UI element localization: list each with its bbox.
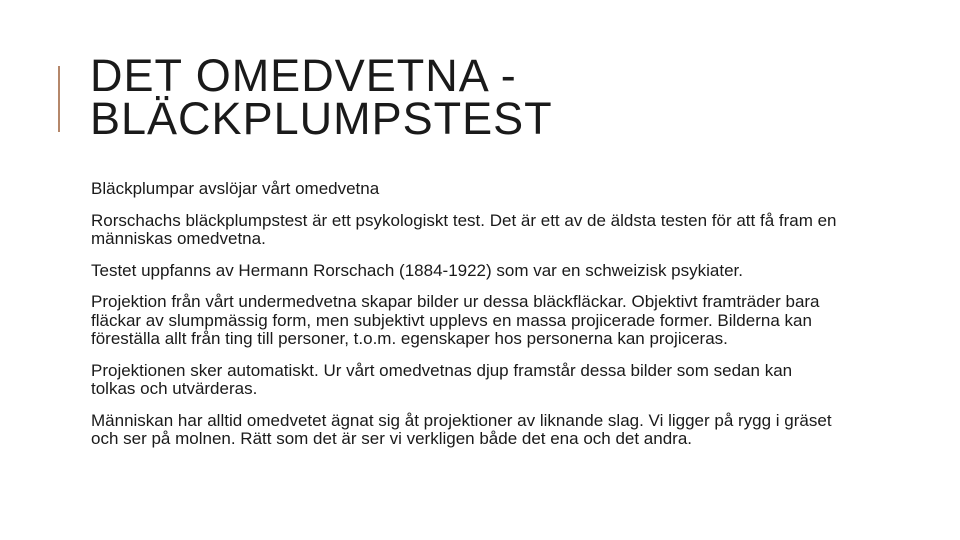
slide-title: [90, 50, 553, 144]
body-paragraph: Bläckplumpar avslöjar vårt omedvetna: [91, 179, 380, 198]
body-paragraph: Projektion från vårt undermedvetna skapar bilder ur dessa bläckfläckar. Objektivt framträder bara fläckar av slumpmässig form, men subjektivt upplevs en massa projicerade former. Bilderna kan föreställa allt från ting till personer, t.o.m. egenskaper hos personerna kan projiceras.: [91, 292, 820, 348]
body-paragraph: Testet uppfanns av Hermann Rorschach (1884-1922) som var en schweizisk psykiater.: [91, 260, 743, 280]
slide-title-line-1: DET OMEDVETNA -: [90, 50, 517, 101]
body-paragraph: Rorschachs bläckplumpstest är ett psykologiskt test. Det är ett av de äldsta testen för att få fram en människas omedvetna.: [91, 210, 837, 248]
body-paragraph: Människan har alltid omedvetet ägnat sig åt projektioner av liknande slag. Vi ligger på rygg i gräset och ser på molnen. Rätt som det är ser vi verkligen både det ena och det andra.: [91, 410, 832, 448]
slide-title-line-2: BLÄCKPLUMPSTEST: [90, 93, 553, 144]
slide-body: [91, 180, 841, 462]
title-accent-bar: [58, 66, 60, 132]
body-paragraph: Projektionen sker automatiskt. Ur vårt omedvetnas djup framstår dessa bilder som sedan kan tolkas och utvärderas.: [91, 360, 793, 398]
